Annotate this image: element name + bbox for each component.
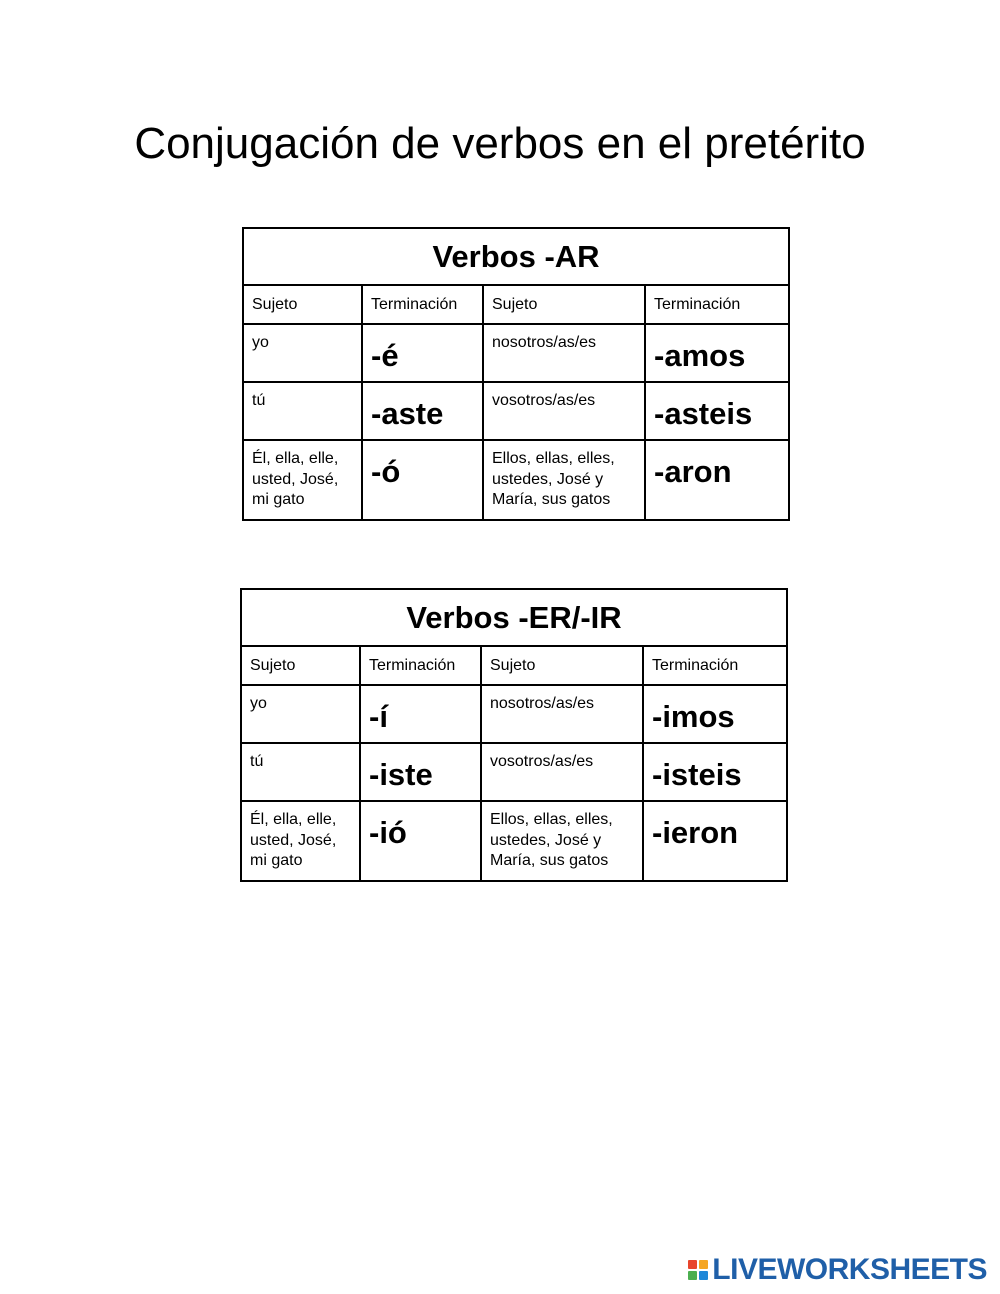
subject-cell: vosotros/as/es	[490, 753, 594, 770]
column-header-subject: Sujeto	[241, 646, 360, 685]
subject-cell: Ellos, ellas, elles, ustedes, José y María, sus gatos	[492, 450, 615, 508]
column-header-ending: Terminación	[362, 285, 483, 324]
subject-cell: Él, ella, elle, usted, José, mi gato	[250, 811, 337, 869]
header-row	[243, 285, 789, 324]
column-header-ending: Terminación	[643, 646, 787, 685]
ending-cell: -aron	[654, 454, 732, 489]
column-header-subject: Sujeto	[481, 646, 643, 685]
ending-cell: -í	[369, 699, 388, 734]
ar-verbs-table	[242, 227, 790, 521]
table-title: Verbos -ER/-IR	[241, 589, 787, 646]
logo-text: LIVEWORKSHEETS	[712, 1253, 987, 1286]
ending-cell: -ó	[371, 454, 401, 489]
subject-cell: Ellos, ellas, elles, ustedes, José y María, sus gatos	[490, 811, 613, 869]
ending-cell: -é	[371, 338, 399, 373]
ending-cell: -aste	[371, 396, 444, 431]
liveworksheets-logo	[688, 1253, 987, 1287]
header-row	[241, 646, 787, 685]
column-header-subject: Sujeto	[483, 285, 645, 324]
ending-cell: -asteis	[654, 396, 753, 431]
table-row	[241, 743, 787, 801]
table-title: Verbos -AR	[243, 228, 789, 285]
table-row	[243, 440, 789, 520]
er-ir-verbs-table	[240, 588, 788, 882]
subject-cell: yo	[250, 695, 267, 712]
ending-cell: -iste	[369, 757, 433, 792]
subject-cell: tú	[250, 753, 264, 770]
subject-cell: nosotros/as/es	[492, 334, 597, 351]
subject-cell: nosotros/as/es	[490, 695, 595, 712]
column-header-ending: Terminación	[645, 285, 789, 324]
table-row	[243, 324, 789, 382]
table-row	[243, 382, 789, 440]
ending-cell: -ieron	[652, 815, 739, 850]
ending-cell: -imos	[652, 699, 735, 734]
subject-cell: Él, ella, elle, usted, José, mi gato	[252, 450, 339, 508]
column-header-subject: Sujeto	[243, 285, 362, 324]
ending-cell: -isteis	[652, 757, 742, 792]
column-header-ending: Terminación	[360, 646, 481, 685]
table-row	[241, 801, 787, 881]
subject-cell: tú	[252, 392, 266, 409]
logo-mark-icon	[688, 1260, 708, 1280]
subject-cell: vosotros/as/es	[492, 392, 596, 409]
page-title: Conjugación de verbos en el pretérito	[134, 119, 866, 168]
table-row	[241, 685, 787, 743]
ending-cell: -ió	[369, 815, 407, 850]
subject-cell: yo	[252, 334, 269, 351]
ending-cell: -amos	[654, 338, 746, 373]
